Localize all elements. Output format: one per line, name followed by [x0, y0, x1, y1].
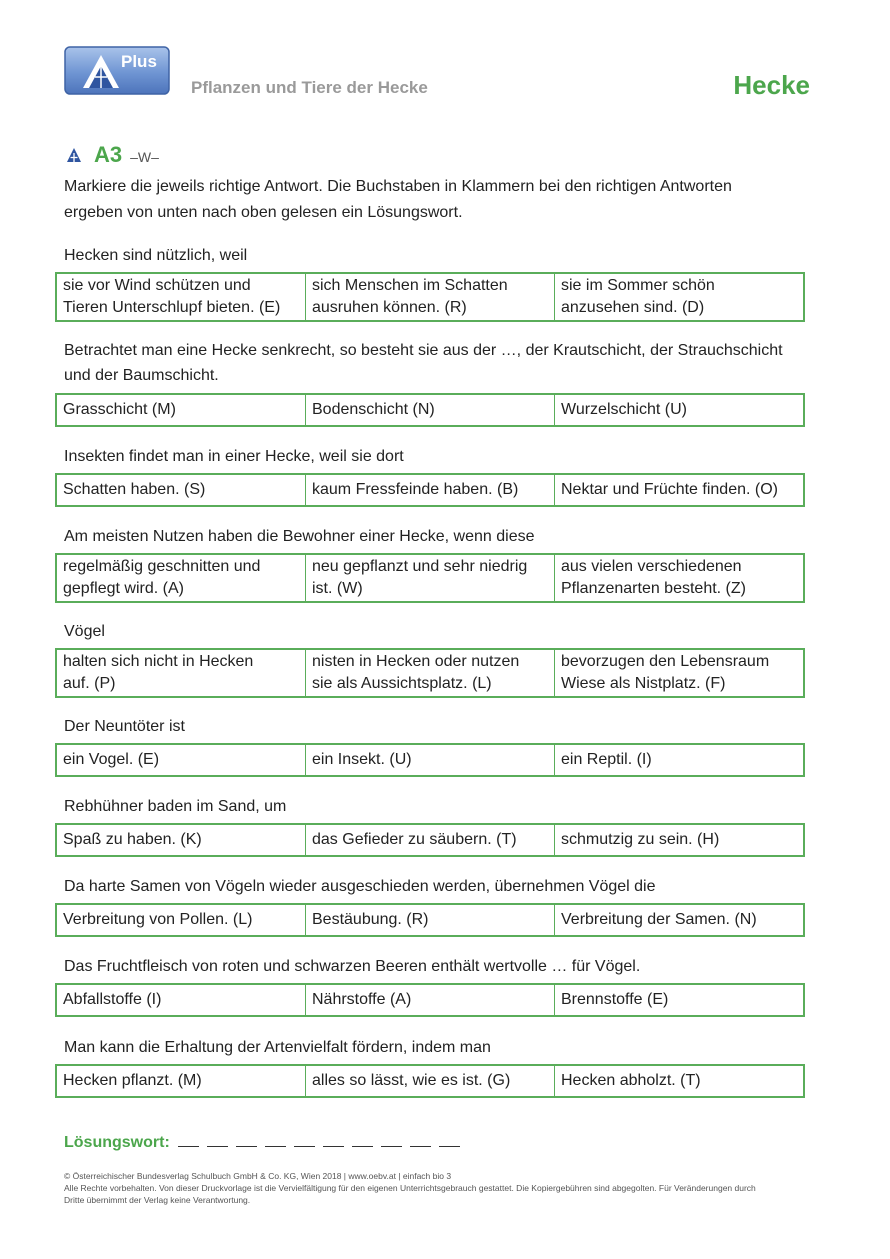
task-instructions — [64, 174, 804, 226]
question-2 — [64, 338, 804, 388]
question-1 — [64, 243, 804, 268]
answer-option[interactable]: Bodenschicht (N) — [306, 395, 555, 425]
question-text: Betrachtet man eine Hecke senkrecht, so besteht sie aus der …, der Krautschicht, der Strauchschicht — [64, 342, 783, 359]
solution-blanks — [178, 1132, 468, 1152]
answer-option[interactable]: Nektar und Früchte finden. (O) — [561, 481, 778, 498]
solution-letter-blank[interactable] — [439, 1132, 460, 1147]
logo-label: Plus — [121, 52, 157, 71]
solution-letter-blank[interactable] — [178, 1132, 199, 1147]
answer-row-9 — [55, 983, 805, 1017]
answer-option[interactable]: sie vor Wind schützen und Tieren Unterschlupf bieten. (E) — [57, 274, 306, 320]
footer-line: Alle Rechte vorbehalten. Von dieser Druckvorlage ist die Vervielfältigung für den eigenen Unterrichtsgebrauch gestattet. Die Kopiergebühren sind abgegolten. Für Veränderungen durch — [64, 1183, 756, 1193]
answer-row-6 — [55, 743, 805, 777]
answer-row-8 — [55, 903, 805, 937]
answer-row-5 — [55, 648, 805, 698]
instruction-line: ergeben von unten nach oben gelesen ein Lösungswort. — [64, 204, 463, 221]
answer-row-10 — [55, 1064, 805, 1098]
answer-option[interactable]: Spaß zu haben. (K) — [57, 825, 306, 855]
solution-word — [64, 1132, 468, 1152]
answer-option[interactable]: Wurzelschicht (U) — [561, 401, 687, 418]
answer-option[interactable]: Hecken pflanzt. (M) — [57, 1066, 306, 1096]
question-3 — [64, 444, 804, 469]
answer-option[interactable]: alles so lässt, wie es ist. (G) — [306, 1066, 555, 1096]
question-text: Vögel — [64, 623, 105, 640]
answer-option[interactable]: halten sich nicht in Hecken auf. (P) — [57, 650, 306, 696]
question-5 — [64, 619, 804, 644]
question-7 — [64, 794, 804, 819]
question-text: Der Neuntöter ist — [64, 718, 185, 735]
solution-letter-blank[interactable] — [381, 1132, 402, 1147]
answer-row-4 — [55, 553, 805, 603]
answer-option[interactable]: sie im Sommer schön anzusehen sind. (D) — [561, 277, 715, 316]
answer-option[interactable]: sich Menschen im Schatten ausruhen können. (R) — [306, 274, 555, 320]
answer-option[interactable]: Nährstoffe (A) — [306, 985, 555, 1015]
question-6 — [64, 714, 804, 739]
answer-option[interactable]: Schatten haben. (S) — [57, 475, 306, 505]
solution-letter-blank[interactable] — [207, 1132, 228, 1147]
answer-option[interactable]: bevorzugen den Lebensraum Wiese als Nistplatz. (F) — [561, 653, 770, 692]
answer-option[interactable]: Verbreitung der Samen. (N) — [561, 911, 757, 928]
answer-option[interactable]: kaum Fressfeinde haben. (B) — [306, 475, 555, 505]
answer-option[interactable]: aus vielen verschiedenen Pflanzenarten besteht. (Z) — [561, 558, 746, 597]
answer-option[interactable]: nisten in Hecken oder nutzen sie als Aussichtsplatz. (L) — [306, 650, 555, 696]
answer-row-1 — [55, 272, 805, 322]
question-10 — [64, 1035, 804, 1060]
solution-letter-blank[interactable] — [265, 1132, 286, 1147]
answer-option[interactable]: regelmäßig geschnitten und gepflegt wird. (A) — [57, 555, 306, 601]
page-topic: Hecke — [733, 70, 810, 100]
footer-line: Dritte übernimmt der Verlag keine Verantwortung. — [64, 1195, 251, 1205]
question-text: Das Fruchtfleisch von roten und schwarzen Beeren enthält wertvolle … für Vögel. — [64, 958, 641, 975]
answer-option[interactable]: ein Insekt. (U) — [306, 745, 555, 775]
answer-option[interactable]: schmutzig zu sein. (H) — [561, 831, 720, 848]
question-text: Hecken sind nützlich, weil — [64, 247, 248, 264]
answer-option[interactable]: ein Reptil. (I) — [561, 751, 652, 768]
task-heading — [66, 142, 159, 168]
answer-option[interactable]: Bestäubung. (R) — [306, 905, 555, 935]
question-text: Insekten findet man in einer Hecke, weil sie dort — [64, 448, 404, 465]
question-text: Am meisten Nutzen haben die Bewohner einer Hecke, wenn diese — [64, 528, 535, 545]
question-9 — [64, 954, 804, 979]
pyramid-icon — [66, 147, 82, 163]
question-text: und der Baumschicht. — [64, 367, 219, 384]
answer-option[interactable]: Abfallstoffe (I) — [57, 985, 306, 1015]
copyright-footer — [64, 1170, 804, 1206]
task-number: A3 — [94, 142, 123, 167]
answer-option[interactable]: Grasschicht (M) — [57, 395, 306, 425]
solution-letter-blank[interactable] — [294, 1132, 315, 1147]
task-type: –W– — [130, 149, 159, 165]
answer-option[interactable]: Brennstoffe (E) — [561, 991, 669, 1008]
question-text: Rebhühner baden im Sand, um — [64, 798, 287, 815]
solution-letter-blank[interactable] — [352, 1132, 373, 1147]
solution-label: Lösungswort: — [64, 1134, 170, 1151]
footer-line: © Österreichischer Bundesverlag Schulbuch GmbH & Co. KG, Wien 2018 | www.oebv.at | einfach bio 3 — [64, 1171, 452, 1181]
answer-row-7 — [55, 823, 805, 857]
answer-option[interactable]: Verbreitung von Pollen. (L) — [57, 905, 306, 935]
answer-row-2 — [55, 393, 805, 427]
plus-logo — [64, 46, 170, 95]
question-text: Man kann die Erhaltung der Artenvielfalt fördern, indem man — [64, 1039, 491, 1056]
answer-option[interactable]: das Gefieder zu säubern. (T) — [306, 825, 555, 855]
solution-letter-blank[interactable] — [410, 1132, 431, 1147]
instruction-line: Markiere die jeweils richtige Antwort. Die Buchstaben in Klammern bei den richtigen Antworten — [64, 178, 732, 195]
question-4 — [64, 524, 804, 549]
answer-option[interactable]: neu gepflanzt und sehr niedrig ist. (W) — [306, 555, 555, 601]
question-8 — [64, 874, 804, 899]
question-text: Da harte Samen von Vögeln wieder ausgeschieden werden, übernehmen Vögel die — [64, 878, 656, 895]
answer-row-3 — [55, 473, 805, 507]
solution-letter-blank[interactable] — [236, 1132, 257, 1147]
answer-option[interactable]: Hecken abholzt. (T) — [561, 1072, 701, 1089]
solution-letter-blank[interactable] — [323, 1132, 344, 1147]
answer-option[interactable]: ein Vogel. (E) — [57, 745, 306, 775]
page-subtitle: Pflanzen und Tiere der Hecke — [191, 78, 428, 97]
